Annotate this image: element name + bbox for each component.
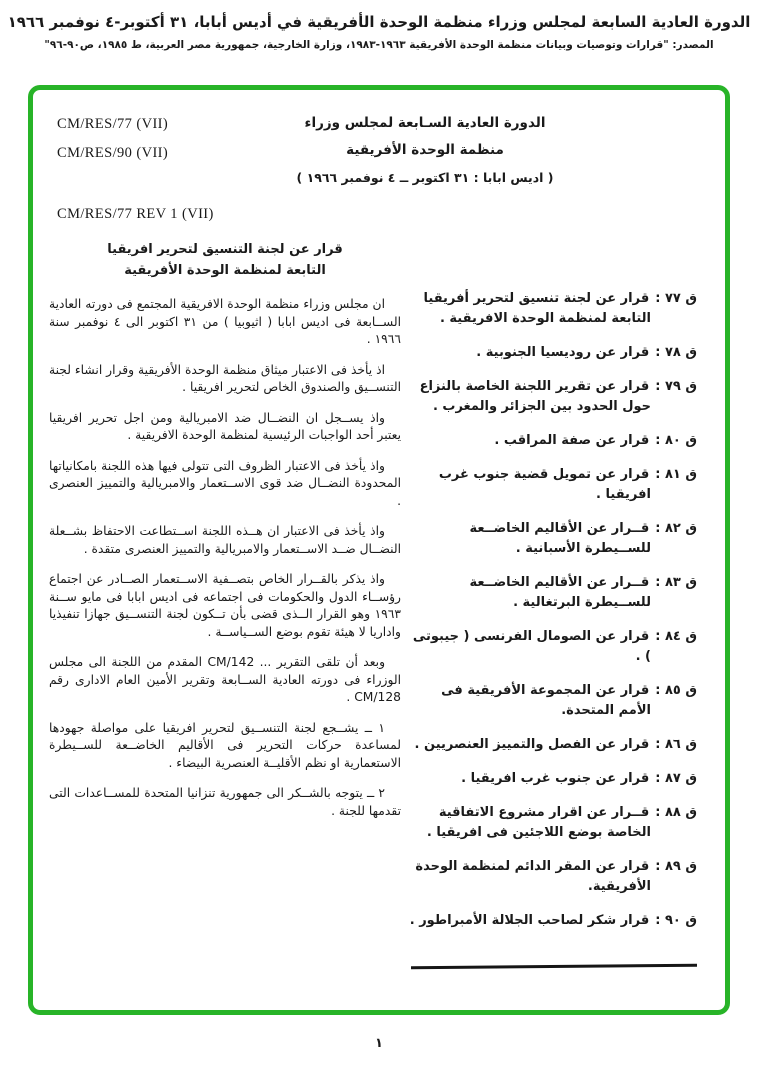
index-item [405,519,697,559]
index-item-number: ق ٨٢ : [655,521,697,536]
index-item-text: قرار عن روديسيا الجنوبية . [476,345,650,360]
index-item [405,377,697,417]
document-header [0,0,758,51]
index-item-text: قرار عن جنوب غرب افريقيا . [461,771,650,786]
index-item-text: قرار عن المقر الدائم لمنظمة الوحدة الأفريقية. [415,859,651,894]
box-header [49,110,709,198]
resolution-paragraph: وبعد أن تلقى التقرير ... CM/142 المقدم من اللجنة الى مجلس الوزراء فى دورته العادية الســابعة وتقرير الأمين العام الادارى رقم CM/128 . [49,655,401,704]
index-item-text: قــرار عن الأقاليم الخاضــعة للســيطرة البرتغالية . [469,575,651,610]
index-item [405,627,697,667]
index-item-number: ق ٩٠ : [655,913,697,928]
ref-cm-res-77-rev1: CM/RES/77 REV 1 (VII) [57,206,214,222]
index-item-text: قرار عن تقرير اللجنة الخاصة بالنزاع حول الحدود بين الجزائر والمغرب . [419,379,651,414]
index-item-text: قرار عن صفة المراقب . [494,433,650,448]
resolution-paragraph: ٢ ــ يتوجه بالشــكر الى جمهورية تنزانيا المتحدة للمســاعدات التى تقدمها للجنة . [49,786,401,818]
index-item-number: ق ٨٤ : [655,629,697,644]
session-title [205,110,645,191]
index-item-number: ق ٨٧ : [655,771,697,786]
resolution-paragraph: ١ ــ يشــجع لجنة التنســيق لتحرير افريقيا على مواصلة جهودها لمساعدة حركات التحرير فى الأقاليم الخاضــعة للســيطرة الاستعمارية او نظم الأقليــة العنصرية البيضاء . [49,720,401,770]
content-columns [49,239,709,968]
page-number: ١ [375,1036,383,1051]
session-title-line1: الدورة العادية السـابعة لمجلس وزراء [304,115,546,131]
index-item [405,857,697,897]
index-item-number: ق ٨٠ : [655,433,697,448]
resolution-paragraph: اذ يأخذ فى الاعتبار ميثاق منظمة الوحدة الأفريقية وقرار انشاء لجنة التنســيق والصندوق الخاص لتحرير افريقيا . [49,362,401,394]
index-item-number: ق ٨٩ : [655,859,697,874]
index-item [405,769,697,789]
index-item-text: قرار عن تمويل قضية جنوب غرب افريقيا . [438,467,651,502]
document-reference-codes [57,116,168,174]
index-item-text: قرار عن لجنة تنسيق لتحرير أفريقيا التابعة لمنظمة الوحدة الافريقية . [423,291,651,326]
index-item-number: ق ٨٦ : [655,737,697,752]
index-item [405,803,697,843]
index-item [405,465,697,505]
index-item-number: ق ٧٧ : [655,291,697,306]
ref-cm-res-90: CM/RES/90 (VII) [57,145,169,161]
index-item-text: قرار عن الصومال الفرنسى ( جيبوتى ) . [412,629,651,664]
index-item [405,431,697,451]
index-item [405,735,697,755]
index-end-rule [411,964,697,969]
index-item-number: ق ٨٨ : [655,805,697,820]
index-item [405,911,697,931]
resolution-title [49,239,401,281]
index-item-number: ق ٨١ : [655,467,697,482]
resolution-text-column [49,239,401,968]
index-item [405,573,697,613]
index-item-text: قــرار عن الأقاليم الخاضــعة للســيطرة الأسبانية . [469,521,651,556]
index-item-text: قرار عن المجموعة الأفريقية فى الأمم المتحدة. [441,683,651,718]
resolution-title-line1: قرار عن لجنة التنسيق لتحرير افريقيا [107,242,343,257]
resolution-box [28,85,730,1015]
index-item-number: ق ٧٨ : [655,345,697,360]
index-item [405,289,697,329]
resolution-paragraph: واذ يأخذ فى الاعتبار الظروف التى تتولى فيها هذه اللجنة بامكانياتها المحدودة النضــال ضد قوى الاســتعمار والامبريالية والتمييز العنصرى . [49,458,401,508]
index-item-number: ق ٧٩ : [655,379,697,394]
ref-cm-res-77: CM/RES/77 (VII) [57,116,169,132]
index-item [405,681,697,721]
index-item-number: ق ٨٣ : [655,575,697,590]
index-item [405,343,697,363]
index-item-number: ق ٨٥ : [655,683,697,698]
resolution-paragraph: ان مجلس وزراء منظمة الوحدة الافريقية المجتمع فى دورته العادية الســابعة فى اديس ابابا ( اثيوبيا ) من ٣١ اكتوبر الى ٤ نوفمبر سنة ١٩٦٦ . [49,297,401,346]
resolution-paragraph: واذ يذكر بالقــرار الخاص بتصــفية الاســتعمار الصــادر عن اجتماع رؤســاء الدول والحكومات فى اجتماعه فى اديس ابابا فى مايو ســنة ١٩٦٣ وهو القرار الــذى قضى بأن تــكون لجنة التنســيق جهازا تنفيذيا واداريا لا هيئة تقوم بوضع الســياســة . [49,572,401,639]
resolution-paragraph: واذ يســجل ان النضــال ضد الامبريالية ومن اجل تحرير افريقيا يعتبر أحد الواجبات الرئيسية لمنظمة الوحدة الافريقية . [49,410,401,442]
resolution-title-line2: التابعة لمنظمة الوحدة الأفريقية [124,263,326,278]
session-dates: ( اديس ابابا : ٣١ اكتوبر ــ ٤ نوفمبر ١٩٦٦ ) [296,170,554,185]
document-title: الدورة العادية السابعة لمجلس وزراء منظمة الوحدة الأفريقية في أديس أبابا، ٣١ أكتوبر-٤ نوفمبر ١٩٦٦ [7,13,751,31]
index-item-text: قرار شكر لصاحب الجلالة الأمبراطور . [409,913,650,928]
document-source-line: المصدر: "قرارات وتوصيات وبيانات منظمة الوحدة الأفريقية ١٩٦٣-١٩٨٣، وزارة الخارجية، جمهورية مصر العربية، ط ١٩٨٥، ص٩٠-٩٦" [44,39,714,51]
index-item-text: قرار عن الفصل والتمييز العنصريين . [414,737,650,752]
session-title-line2: منظمة الوحدة الأفريقية [346,142,504,158]
resolutions-index-column [401,239,709,968]
index-item-text: قــرار عن اقرار مشروع الاتفاقية الخاصة بوضع اللاجئين فى افريقيا . [426,805,651,840]
resolution-paragraph: واذ يأخذ فى الاعتبار ان هــذه اللجنة اســتطاعت الاحتفاظ بشــعلة النضــال ضــد الاســتعمار والامبريالية والتمييز العنصرى متقدة . [49,524,401,556]
